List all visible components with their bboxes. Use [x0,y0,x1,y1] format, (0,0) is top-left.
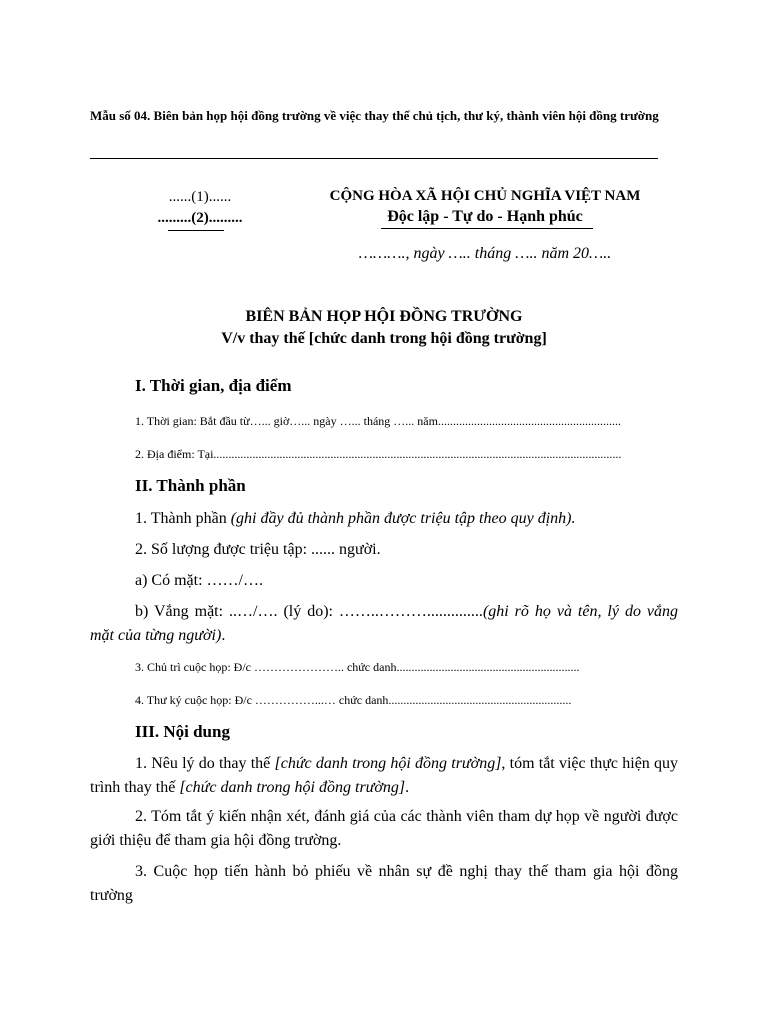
content-1-e: . [405,779,410,796]
agency-header [130,187,270,229]
national-header [320,186,650,228]
content-1-a: 1. Nêu lý do thay thế [135,755,275,772]
title-main: BIÊN BẢN HỌP HỘI ĐỒNG TRƯỜNG [245,308,523,325]
agency-underline [168,230,224,231]
content-1-b: [chức danh trong hội đồng trường] [274,755,502,772]
agency-line-1: ......(1)...... [168,189,232,205]
document-title [90,306,678,350]
meeting-location-line: 2. Địa điểm: Tại........................................................................................................................................ [135,447,622,461]
form-title: Mẫu số 04. Biên bản họp hội đồng trường về việc thay thế chủ tịch, thư ký, thành viên hội đồng trường [90,108,659,123]
date-line: ………., ngày ….. tháng ….. năm 20….. [358,245,612,262]
content-item-2: 2. Tóm tắt ý kiến nhận xét, đánh giá của các thành viên tham dự họp về người được giới thiệu để tham gia hội đồng trường. [90,808,678,849]
attendees-label: 1. Thành phần [135,510,231,527]
content-1-d: [chức danh trong hội đồng trường] [179,779,406,796]
content-item-1 [90,752,678,800]
section-1-heading: I. Thời gian, địa điểm [135,376,292,395]
absent-note: (ghi rõ họ và tên, lý do vắng mặt của từng người) [90,603,679,644]
chair-line: 3. Chủ trì cuộc họp: Đ/c ………………….. chức danh............................................................. [135,660,580,674]
absent-end: . [221,627,226,644]
attendees-line [135,507,575,531]
absent-line [90,600,678,648]
present-count-line: a) Có mặt: ……/…. [135,572,263,589]
content-item-3: 3. Cuộc họp tiến hành bỏ phiếu về nhân sự đề nghị thay thế tham gia hội đồng trường [90,863,678,904]
national-motto: Độc lập - Tự do - Hạnh phúc [387,208,583,225]
motto-underline [381,228,593,229]
title-subject: V/v thay thế [chức danh trong hội đồng trường] [221,330,547,347]
section-2-heading: II. Thành phần [135,476,246,495]
absent-label: b) Vắng mặt: ..…/…. (lý do): ……..……….............. [135,603,483,620]
secretary-line: 4. Thư ký cuộc họp: Đ/c ……………...… chức danh............................................................. [135,693,572,707]
nation-name: CỘNG HÒA XÃ HỘI CHỦ NGHĨA VIỆT NAM [329,188,641,204]
content-1-c: , tóm tắt việc thực hiện quy trình thay thế [90,755,679,796]
section-3-heading: III. Nội dung [135,722,230,741]
attendees-note: (ghi đầy đủ thành phần được triệu tập theo quy định). [230,510,576,527]
meeting-time-line: 1. Thời gian: Bắt đầu từ…... giờ…... ngày …... tháng …... năm............................................................. [135,414,621,428]
agency-line-2: .........(2)......... [157,210,243,226]
top-divider [90,158,658,159]
invited-count-line: 2. Số lượng được triệu tập: ...... người. [135,541,381,558]
